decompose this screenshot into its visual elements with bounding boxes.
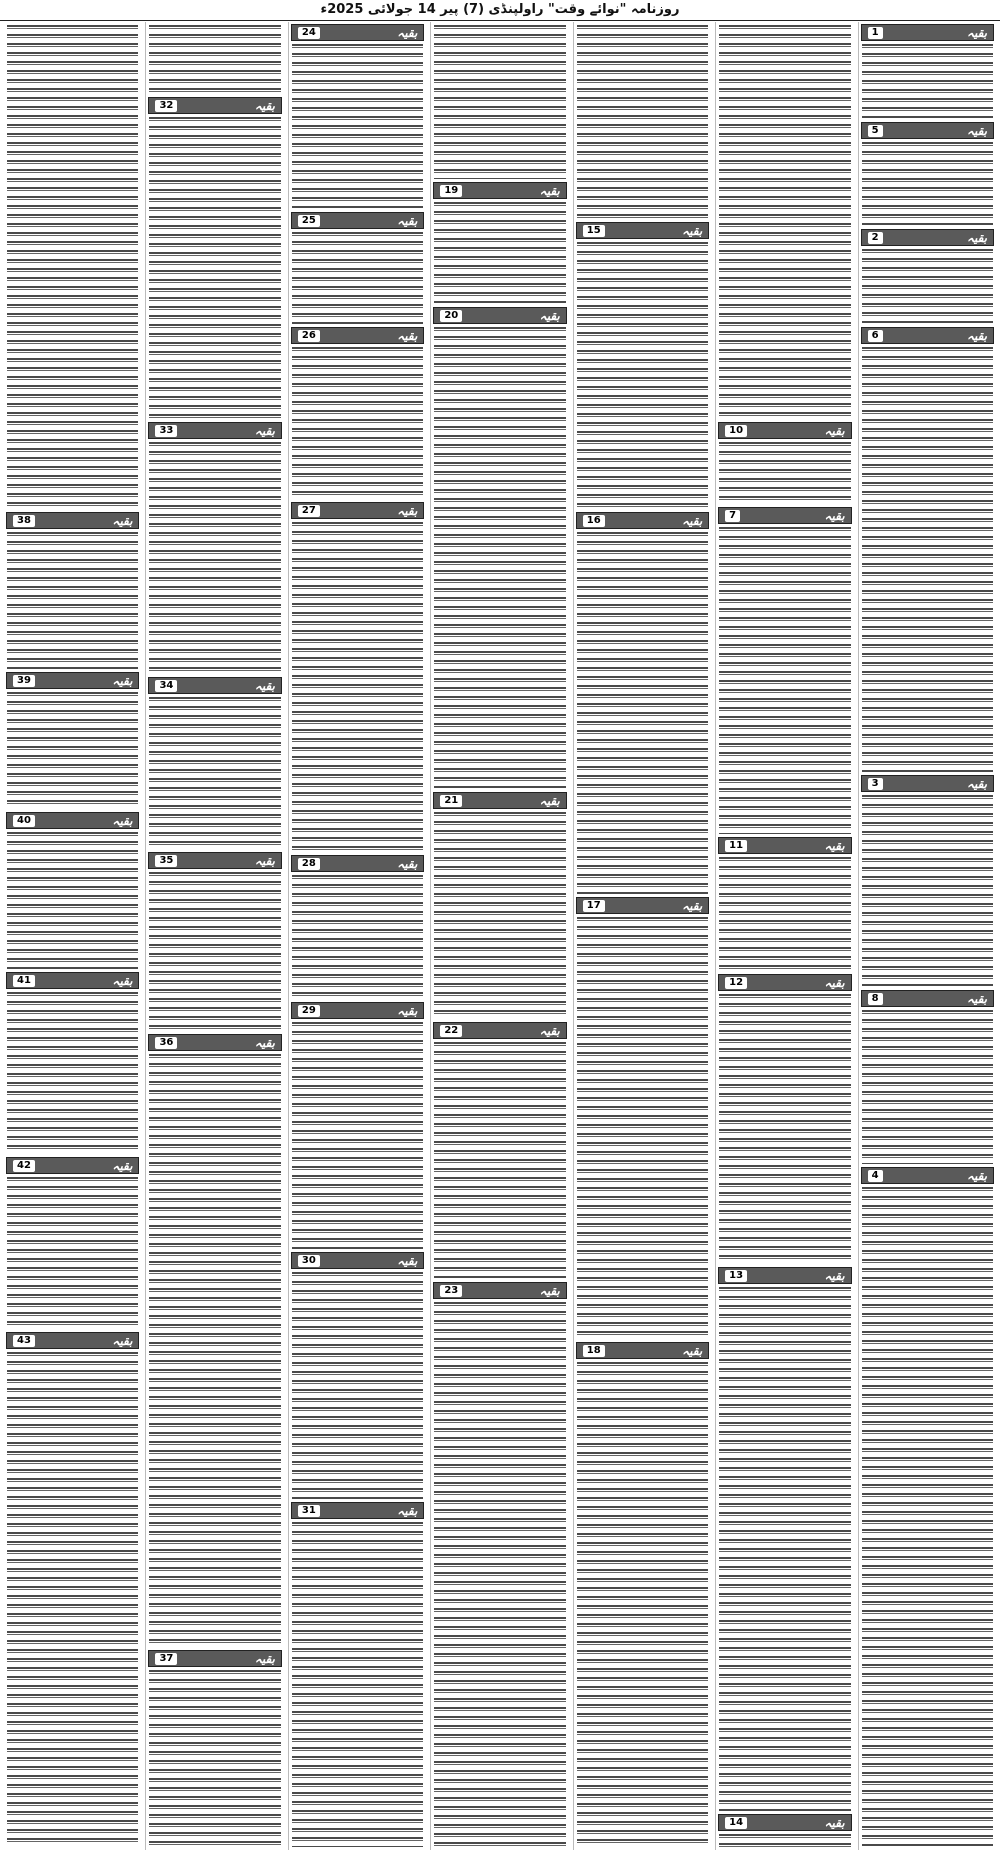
column-3 — [573, 22, 711, 1850]
badge-label: بقیہ — [112, 673, 133, 688]
article-text-block — [7, 25, 138, 509]
badge-number: 22 — [440, 1025, 462, 1037]
continuation-badge — [6, 812, 139, 829]
badge-number: 33 — [155, 425, 177, 437]
continuation-badge — [291, 1252, 424, 1269]
article-text-block — [862, 1187, 993, 1847]
article-text-block — [292, 44, 423, 209]
article-text-block — [719, 1287, 850, 1811]
continuation-badge — [433, 307, 566, 324]
article-text-block — [7, 532, 138, 669]
continuation-badge — [861, 122, 994, 139]
badge-label: بقیہ — [824, 838, 845, 853]
badge-number: 23 — [440, 1285, 462, 1297]
continuation-badge — [148, 677, 281, 694]
article-text-block — [149, 697, 280, 849]
badge-label: بقیہ — [254, 678, 275, 693]
badge-number: 8 — [868, 993, 883, 1005]
badge-label: بقیہ — [824, 508, 845, 523]
badge-label: بقیہ — [112, 973, 133, 988]
badge-number: 2 — [868, 232, 883, 244]
continuation-badge — [433, 792, 566, 809]
continuation-badge — [148, 1034, 281, 1051]
badge-number: 24 — [298, 27, 320, 39]
continuation-badge — [861, 990, 994, 1007]
badge-number: 18 — [583, 1345, 605, 1357]
badge-number: 11 — [725, 840, 747, 852]
badge-number: 10 — [725, 425, 747, 437]
article-text-block — [719, 25, 850, 419]
badge-label: بقیہ — [397, 25, 418, 40]
article-text-block — [7, 992, 138, 1154]
badge-number: 35 — [155, 855, 177, 867]
continuation-badge — [291, 24, 424, 41]
badge-number: 5 — [868, 125, 883, 137]
badge-label: بقیہ — [824, 975, 845, 990]
badge-number: 28 — [298, 858, 320, 870]
article-text-block — [862, 44, 993, 119]
continuation-badge — [6, 1157, 139, 1174]
continuation-badge — [148, 97, 281, 114]
badge-label: بقیہ — [682, 223, 703, 238]
badge-label: بقیہ — [112, 813, 133, 828]
continuation-badge — [576, 222, 709, 239]
badge-number: 37 — [155, 1653, 177, 1665]
badge-label: بقیہ — [397, 856, 418, 871]
continuation-badge — [576, 897, 709, 914]
article-text-block — [149, 442, 280, 674]
article-text-block — [719, 442, 850, 504]
badge-number: 16 — [583, 515, 605, 527]
continuation-badge — [718, 837, 851, 854]
article-text-block — [577, 917, 708, 1339]
badge-number: 15 — [583, 225, 605, 237]
badge-number: 38 — [13, 515, 35, 527]
badge-label: بقیہ — [112, 1158, 133, 1173]
badge-number: 12 — [725, 977, 747, 989]
article-text-block — [719, 857, 850, 971]
continuation-badge — [148, 1650, 281, 1667]
article-text-block — [292, 232, 423, 324]
badge-label: بقیہ — [682, 898, 703, 913]
badge-number: 39 — [13, 675, 35, 687]
continuation-badge — [291, 1502, 424, 1519]
continuation-badge — [291, 212, 424, 229]
continuation-badge — [576, 1342, 709, 1359]
badge-label: بقیہ — [397, 1253, 418, 1268]
badge-label: بقیہ — [966, 25, 987, 40]
continuation-badge — [433, 182, 566, 199]
badge-label: بقیہ — [397, 1003, 418, 1018]
badge-label: بقیہ — [824, 423, 845, 438]
article-text-block — [292, 347, 423, 499]
article-text-block — [434, 202, 565, 304]
continuation-badge — [718, 974, 851, 991]
article-text-block — [577, 532, 708, 894]
article-text-block — [149, 1670, 280, 1847]
badge-number: 40 — [13, 815, 35, 827]
continuation-badge — [861, 1167, 994, 1184]
badge-number: 26 — [298, 330, 320, 342]
badge-number: 27 — [298, 505, 320, 517]
article-text-block — [434, 1042, 565, 1279]
column-4 — [430, 22, 568, 1850]
continuation-badge — [718, 507, 851, 524]
badge-number: 42 — [13, 1160, 35, 1172]
article-text-block — [862, 1010, 993, 1164]
badge-number: 19 — [440, 185, 462, 197]
badge-label: بقیہ — [397, 1503, 418, 1518]
badge-label: بقیہ — [254, 1651, 275, 1666]
badge-label: بقیہ — [966, 991, 987, 1006]
badge-label: بقیہ — [682, 513, 703, 528]
masthead: روزنامہ "نوائے وقت" راولپنڈی (7) پیر 14 جولائی 2025ء — [0, 0, 1000, 21]
badge-number: 7 — [725, 510, 740, 522]
badge-label: بقیہ — [966, 230, 987, 245]
article-text-block — [149, 1054, 280, 1647]
continuation-badge — [291, 327, 424, 344]
column-1 — [858, 22, 996, 1850]
continuation-badge — [861, 775, 994, 792]
continuation-badge — [576, 512, 709, 529]
column-2 — [715, 22, 853, 1850]
badge-label: بقیہ — [539, 1023, 560, 1038]
badge-label: بقیہ — [112, 1333, 133, 1348]
badge-label: بقیہ — [539, 793, 560, 808]
badge-number: 43 — [13, 1335, 35, 1347]
column-6 — [145, 22, 283, 1850]
badge-label: بقیہ — [397, 328, 418, 343]
badge-label: بقیہ — [397, 213, 418, 228]
article-text-block — [577, 25, 708, 219]
article-text-block — [7, 1352, 138, 1847]
article-text-block — [7, 832, 138, 969]
article-text-block — [149, 25, 280, 94]
badge-number: 31 — [298, 1505, 320, 1517]
columns — [4, 22, 996, 1850]
badge-number: 14 — [725, 1817, 747, 1829]
article-text-block — [292, 1272, 423, 1499]
badge-number: 13 — [725, 1270, 747, 1282]
article-text-block — [434, 1302, 565, 1847]
badge-label: بقیہ — [966, 123, 987, 138]
badge-label: بقیہ — [397, 503, 418, 518]
continuation-badge — [291, 855, 424, 872]
badge-label: بقیہ — [824, 1815, 845, 1830]
article-text-block — [149, 872, 280, 1031]
continuation-badge — [291, 1002, 424, 1019]
badge-label: بقیہ — [682, 1343, 703, 1358]
article-text-block — [434, 327, 565, 789]
badge-number: 32 — [155, 100, 177, 112]
continuation-badge — [148, 852, 281, 869]
article-text-block — [292, 1022, 423, 1249]
column-7 — [4, 22, 141, 1850]
badge-label: بقیہ — [254, 98, 275, 113]
badge-number: 1 — [868, 27, 883, 39]
article-text-block — [719, 994, 850, 1264]
article-text-block — [7, 692, 138, 809]
article-text-block — [292, 1522, 423, 1847]
badge-number: 6 — [868, 330, 883, 342]
article-text-block — [434, 25, 565, 179]
continuation-badge — [6, 972, 139, 989]
article-text-block — [577, 1362, 708, 1847]
column-5 — [288, 22, 426, 1850]
continuation-badge — [433, 1022, 566, 1039]
continuation-badge — [291, 502, 424, 519]
badge-number: 30 — [298, 1255, 320, 1267]
article-text-block — [7, 1177, 138, 1329]
badge-number: 21 — [440, 795, 462, 807]
badge-label: بقیہ — [539, 1283, 560, 1298]
article-text-block — [292, 522, 423, 852]
continuation-badge — [6, 1332, 139, 1349]
badge-number: 20 — [440, 310, 462, 322]
continuation-badge — [148, 422, 281, 439]
badge-label: بقیہ — [539, 308, 560, 323]
continuation-badge — [6, 672, 139, 689]
article-text-block — [862, 347, 993, 772]
badge-label: بقیہ — [254, 853, 275, 868]
article-text-block — [862, 142, 993, 226]
article-text-block — [862, 249, 993, 324]
badge-number: 17 — [583, 900, 605, 912]
article-text-block — [719, 527, 850, 834]
badge-label: بقیہ — [966, 1168, 987, 1183]
badge-number: 36 — [155, 1037, 177, 1049]
badge-number: 29 — [298, 1005, 320, 1017]
article-text-block — [862, 795, 993, 987]
badge-label: بقیہ — [966, 328, 987, 343]
badge-label: بقیہ — [966, 776, 987, 791]
badge-label: بقیہ — [824, 1268, 845, 1283]
continuation-badge — [861, 327, 994, 344]
continuation-badge — [718, 1267, 851, 1284]
badge-number: 34 — [155, 680, 177, 692]
article-text-block — [577, 242, 708, 509]
continuation-badge — [718, 422, 851, 439]
badge-number: 3 — [868, 778, 883, 790]
continuation-badge — [861, 229, 994, 246]
article-text-block — [719, 1834, 850, 1847]
continuation-badge — [718, 1814, 851, 1831]
article-text-block — [434, 812, 565, 1019]
badge-label: بقیہ — [254, 423, 275, 438]
article-text-block — [149, 117, 280, 419]
badge-number: 25 — [298, 215, 320, 227]
badge-label: بقیہ — [112, 513, 133, 528]
badge-number: 4 — [868, 1170, 883, 1182]
badge-label: بقیہ — [539, 183, 560, 198]
article-text-block — [292, 875, 423, 999]
continuation-badge — [861, 24, 994, 41]
badge-number: 41 — [13, 975, 35, 987]
badge-label: بقیہ — [254, 1035, 275, 1050]
continuation-badge — [6, 512, 139, 529]
continuation-badge — [433, 1282, 566, 1299]
